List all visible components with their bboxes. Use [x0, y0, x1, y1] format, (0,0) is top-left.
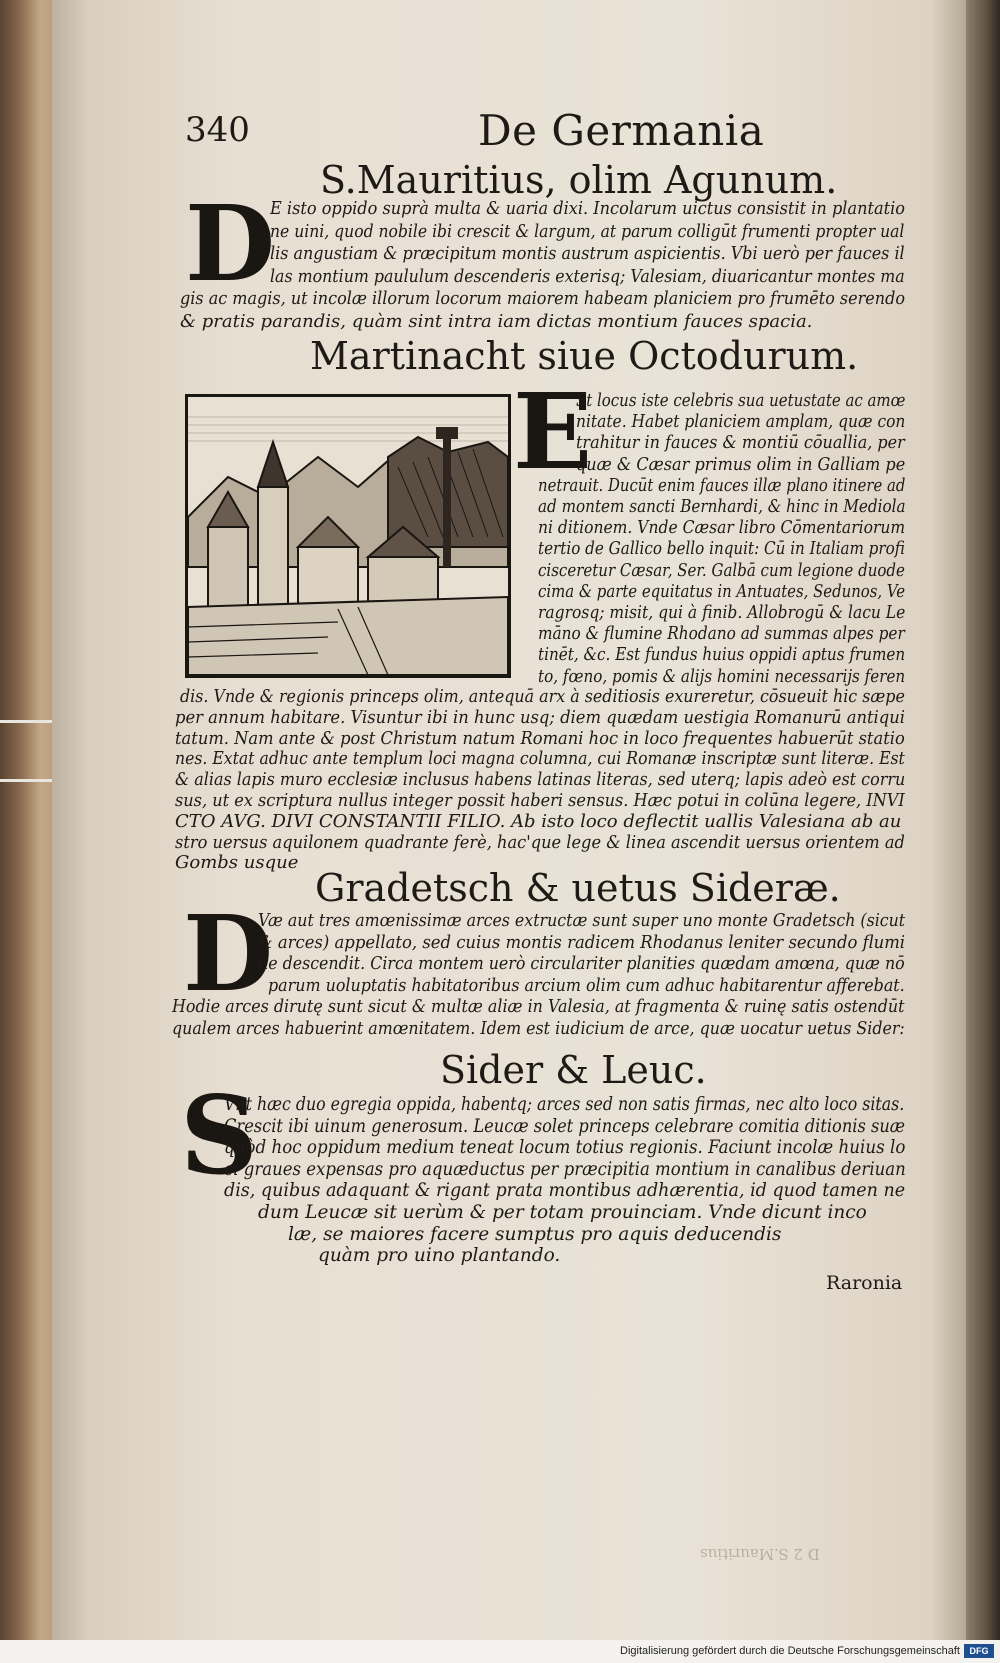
text-line: Crescit ibi uinum generosum. Leucæ solet princeps celebrare comitia ditionis suæ — [224, 1115, 906, 1137]
section-heading-sider: Sider & Leuc. — [440, 1048, 707, 1092]
text-line: cima & parte equitatus in Antuates, Sedunos, Ve — [538, 580, 906, 602]
footer-credit: Digitalisierung gefördert durch die Deutsche Forschungsgemeinschaft — [620, 1645, 960, 1657]
bleed-through-signature: D 2 S.Mauritius — [700, 1545, 820, 1563]
text-line: Hodie arces dirutę sunt sicut & multæ aliæ in Valesia, at fragmenta & ruinę satis ostendūt — [172, 996, 905, 1017]
text-line: parum uoluptatis habitatoribus arcium olim cum adhuc habitarentur afferebat. — [268, 974, 905, 996]
text-line: Væ aut tres amœnissimæ arces extructæ sunt super uno monte Gradetsch (sicut — [258, 910, 906, 931]
text-line: per annum habitare. Visuntur ibi in hunc usq; diem quædam uestigia Romanurū antiqui — [175, 706, 906, 728]
dropcap-d2: D — [183, 892, 274, 1015]
text-line: ni ditionem. Vnde Cæsar libro Cōmentariorum — [538, 517, 906, 539]
woodcut-illustration — [185, 394, 511, 678]
dfg-logo: DFG — [964, 1644, 994, 1658]
text-line: cisceretur Cæsar, Ser. Galbā cum legione duode — [538, 559, 905, 581]
text-line: St locus iste celebris sua uetustate ac amœ — [576, 390, 906, 411]
text-line: quæ & Cæsar primus olim in Galliam pe — [576, 453, 906, 475]
catchword: Raronia — [826, 1272, 903, 1294]
text-line: nitate. Habet planiciem amplam, quæ con — [576, 411, 906, 433]
text-line: & pratis parandis, quàm sint intra iam dictas montium fauces spacia. — [180, 311, 813, 332]
dropcap-s: S — [180, 1073, 258, 1199]
dropcap-e: E — [513, 370, 593, 493]
page-number: 340 — [185, 110, 250, 150]
text-line: netrauit. Ducūt enim fauces illæ plano itinere ad — [538, 474, 906, 496]
text-line: & arces) appellato, sed cuius montis radicem Rhodanus leniter secundo flumi — [258, 931, 906, 953]
text-line: qualem arces habuerint amœnitatem. Idem est iudicium de arce, quæ uocatur uetus Sider: — [172, 1017, 905, 1039]
section-heading-martinacht: Martinacht siue Octodurum. — [310, 334, 859, 378]
text-line: māno & flumine Rhodano ad summas alpes per — [538, 623, 905, 645]
section-heading-gradetsch: Gradetsch & uetus Sideræ. — [315, 866, 841, 910]
text-line: to, fœno, pomis & alijs homini necessarijs feren — [538, 665, 906, 687]
text-line: quàm pro uino plantando. — [318, 1245, 561, 1267]
text-line: tinēt, &c. Est fundus huius oppidi aptus frumen — [538, 644, 906, 666]
text-line: ne uini, quod nobile ibi crescit & largum, at parum colligūt frumenti propter ual — [270, 220, 905, 242]
text-line: gis ac magis, ut incolæ illorum locorum maiorem habeam planiciem pro frumēto serendo — [180, 288, 906, 310]
text-line: ne descendit. Circa montem uerò circulariter planities quædam amœna, quæ nō — [258, 953, 905, 974]
text-line: ragrosq; misit, qui à finib. Allobrogū & lacu Le — [538, 602, 906, 623]
text-line: & alias lapis muro ecclesiæ inclusus habens latinas literas, sed uterq; lapis adeò est corru — [175, 769, 906, 791]
text-line: ci graues expensas pro aquæductus per præcipitia montium in canalibus deriuan — [224, 1158, 906, 1180]
woodcut-town-icon — [188, 397, 508, 675]
text-line: dum Leucæ sit uerùm & per totam prouinciam. Vnde dicunt inco — [258, 1202, 867, 1223]
text-line: trahitur in fauces & montiū cōuallia, per — [576, 432, 905, 454]
book-edge — [0, 0, 58, 1640]
text-line: ad montem sancti Bernhardi, & hinc in Mediola — [538, 496, 906, 517]
text-line: Gombs usque — [175, 852, 299, 874]
text-line: las montium paululum descenderis exterisq; Valesiam, diuaricantur montes ma — [270, 265, 905, 287]
text-line: dis, quibus adaquant & rigant prata montibus adhærentia, id quod tamen ne — [224, 1180, 906, 1202]
text-line: tertio de Gallico bello inquit: Cū in Italiam profi — [538, 538, 905, 560]
text-line: lis angustiam & præcipitum montis austrum aspicientis. Vbi uerò per fauces il — [270, 243, 905, 265]
text-line: nes. Extat adhuc ante templum loci magna columna, cui Romanæ inscriptæ sunt literæ. Est — [175, 748, 905, 770]
text-line: stro uersus aquilonem quadrante ferè, hac'que lege & linea ascendit uersus orientem ad — [175, 831, 905, 853]
text-line: tatum. Nam ante & post Christum natum Romani hoc in loco frequentes habuerūt statio — [175, 727, 905, 749]
section-heading-mauritius: S.Mauritius, olim Agunum. — [320, 158, 838, 202]
text-line: dis. Vnde & regionis princeps olim, antequā arx à seditiosis exureretur, cōsueuit hic sæpe — [180, 686, 905, 707]
right-page-edge — [966, 0, 1000, 1640]
text-line: læ, se maiores facere sumptus pro aquis deducendis — [288, 1223, 782, 1245]
text-line: CTO AVG. DIVI CONSTANTII FILIO. Ab isto loco deflectit uallis Valesiana ab au — [175, 810, 902, 832]
text-line: sus, ut ex scriptura nullus integer possit haberi sensus. Hæc potui in colūna legere, INVI — [175, 790, 905, 811]
text-line: quòd hoc oppidum medium teneat locum totius regionis. Faciunt incolæ huius lo — [224, 1137, 906, 1159]
footer-bar — [0, 1640, 1000, 1663]
running-head: De Germania — [478, 106, 765, 155]
dropcap-d: D — [185, 182, 276, 305]
text-line: Vnt hæc duo egregia oppida, habentq; arces sed non satis firmas, nec alto loco sitas. — [224, 1094, 905, 1115]
text-line: E isto oppido suprà multa & uaria dixi. Incolarum uictus consistit in plantatio — [270, 198, 905, 219]
